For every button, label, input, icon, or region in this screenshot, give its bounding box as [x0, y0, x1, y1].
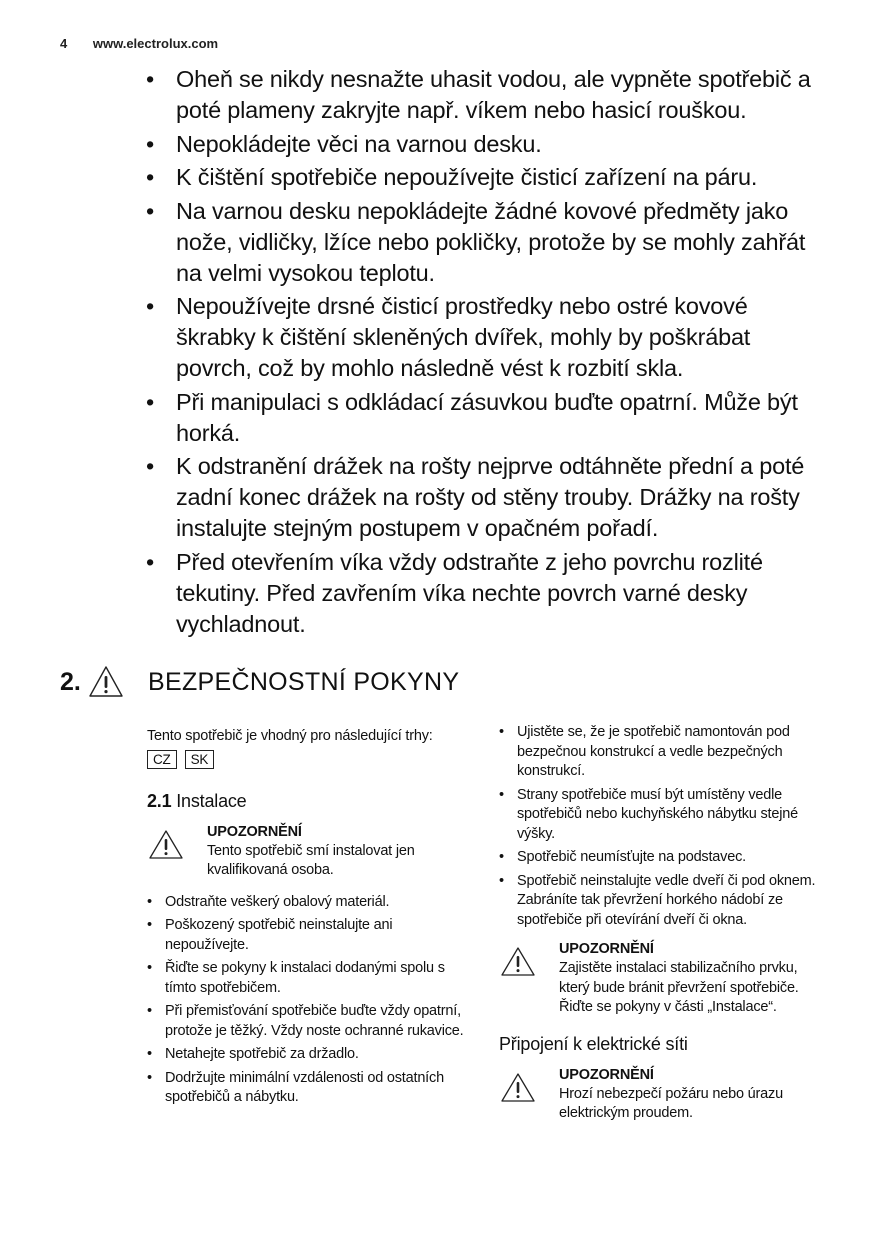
list-item: • Na varnou desku nepokládejte žádné kovové předměty jako nože, vidličky, lžíce nebo pokličky, protože by se mohly zahřát na velmi vysokou teplotu.	[146, 196, 826, 289]
list-item: • Nepokládejte věci na varnou desku.	[146, 129, 826, 160]
list-item: • Strany spotřebiče musí být umístěny vedle spotřebičů nebo kuchyňského nábytku stejné výšky.	[499, 786, 829, 845]
warning-box	[499, 1066, 829, 1124]
list-item: • Při manipulaci s odkládací zásuvkou buďte opatrní. Může být horká.	[146, 387, 826, 449]
left-column	[147, 727, 472, 1112]
list-item: • Před otevřením víka vždy odstraňte z jeho povrchu rozlité tekutiny. Před zavřením víka nechte povrch varné desky vychladnout.	[146, 547, 826, 640]
warning-text: Tento spotřebič smí instalovat jen kvalifikovaná osoba.	[207, 842, 415, 878]
list-item: • Při přemisťování spotřebiče buďte vždy opatrní, protože je těžký. Vždy noste ochranné rukavice.	[147, 1002, 472, 1041]
warning-triangle-icon	[148, 829, 184, 861]
install-list-continued	[499, 723, 829, 930]
list-item: • Ujistěte se, že je spotřebič namontován pod bezpečnou konstrukcí a vedle bezpečných konstrukcí.	[499, 723, 829, 782]
list-item: • Řiďte se pokyny k instalaci dodanými spolu s tímto spotřebičem.	[147, 959, 472, 998]
subsection-number: 2.1	[147, 790, 172, 811]
subsection-heading	[147, 789, 472, 813]
warning-text: Hrozí nebezpečí požáru nebo úrazu elektrickým proudem.	[559, 1085, 783, 1121]
list-item: • Oheň se nikdy nesnažte uhasit vodou, ale vypněte spotřebič a poté plameny zakryjte např. víkem nebo hasicí rouškou.	[146, 64, 826, 126]
right-column	[499, 723, 829, 1124]
market-code: SK	[185, 750, 215, 769]
page-number: 4	[60, 36, 68, 51]
market-text: Tento spotřebič je vhodný pro následující trhy:	[147, 728, 433, 744]
header-url: www.electrolux.com	[92, 36, 219, 51]
section-title: BEZPEČNOSTNÍ POKYNY	[148, 667, 460, 696]
list-item: • Dodržujte minimální vzdálenosti od ostatních spotřebičů a nábytku.	[147, 1069, 472, 1108]
list-item: • Spotřebič neinstalujte vedle dveří či pod oknem. Zabráníte tak převržení horkého nádobí ze spotřebiče při otevírání dveří či okna.	[499, 872, 829, 931]
list-item: • K čištění spotřebiče nepoužívejte čisticí zařízení na páru.	[146, 162, 826, 193]
install-list	[147, 893, 472, 1108]
list-item: • K odstranění drážek na rošty nejprve odtáhněte přední a poté zadní konec drážek na rošty od stěny trouby. Drážky na rošty instalujte stejným postupem v opačném pořadí.	[146, 451, 826, 544]
warning-title: UPOZORNĚNÍ	[559, 941, 654, 957]
subsection-title: Instalace	[176, 790, 247, 811]
safety-list	[146, 64, 826, 642]
warning-text: Zajistěte instalaci stabilizačního prvku, který bude bránit převržení spotřebiče. Řiďte se pokyny v části „Instalace“.	[559, 960, 799, 1015]
warning-box	[147, 823, 472, 881]
warning-title: UPOZORNĚNÍ	[559, 1066, 654, 1083]
warning-box	[499, 940, 829, 1018]
list-item: • Netahejte spotřebič za držadlo.	[147, 1045, 472, 1065]
page-header	[60, 36, 218, 51]
market-code: CZ	[147, 750, 177, 769]
section-number: 2.	[60, 667, 81, 696]
warning-title: UPOZORNĚNÍ	[207, 823, 302, 840]
list-item: • Nepoužívejte drsné čisticí prostředky nebo ostré kovové škrabky k čištění skleněných dvířek, mohly by poškrábat povrch, což by mohlo následně vést k rozbití skla.	[146, 291, 826, 384]
market-codes	[147, 750, 472, 769]
list-item: • Odstraňte veškerý obalový materiál.	[147, 893, 472, 913]
section-heading	[60, 660, 459, 704]
warning-triangle-icon	[88, 665, 124, 699]
list-item: • Poškozený spotřebič neinstalujte ani nepoužívejte.	[147, 916, 472, 955]
subsection-title: Připojení k elektrické síti	[499, 1033, 688, 1054]
warning-triangle-icon	[500, 946, 536, 978]
warning-triangle-icon	[500, 1072, 536, 1104]
list-item: • Spotřebič neumísťujte na podstavec.	[499, 848, 829, 868]
